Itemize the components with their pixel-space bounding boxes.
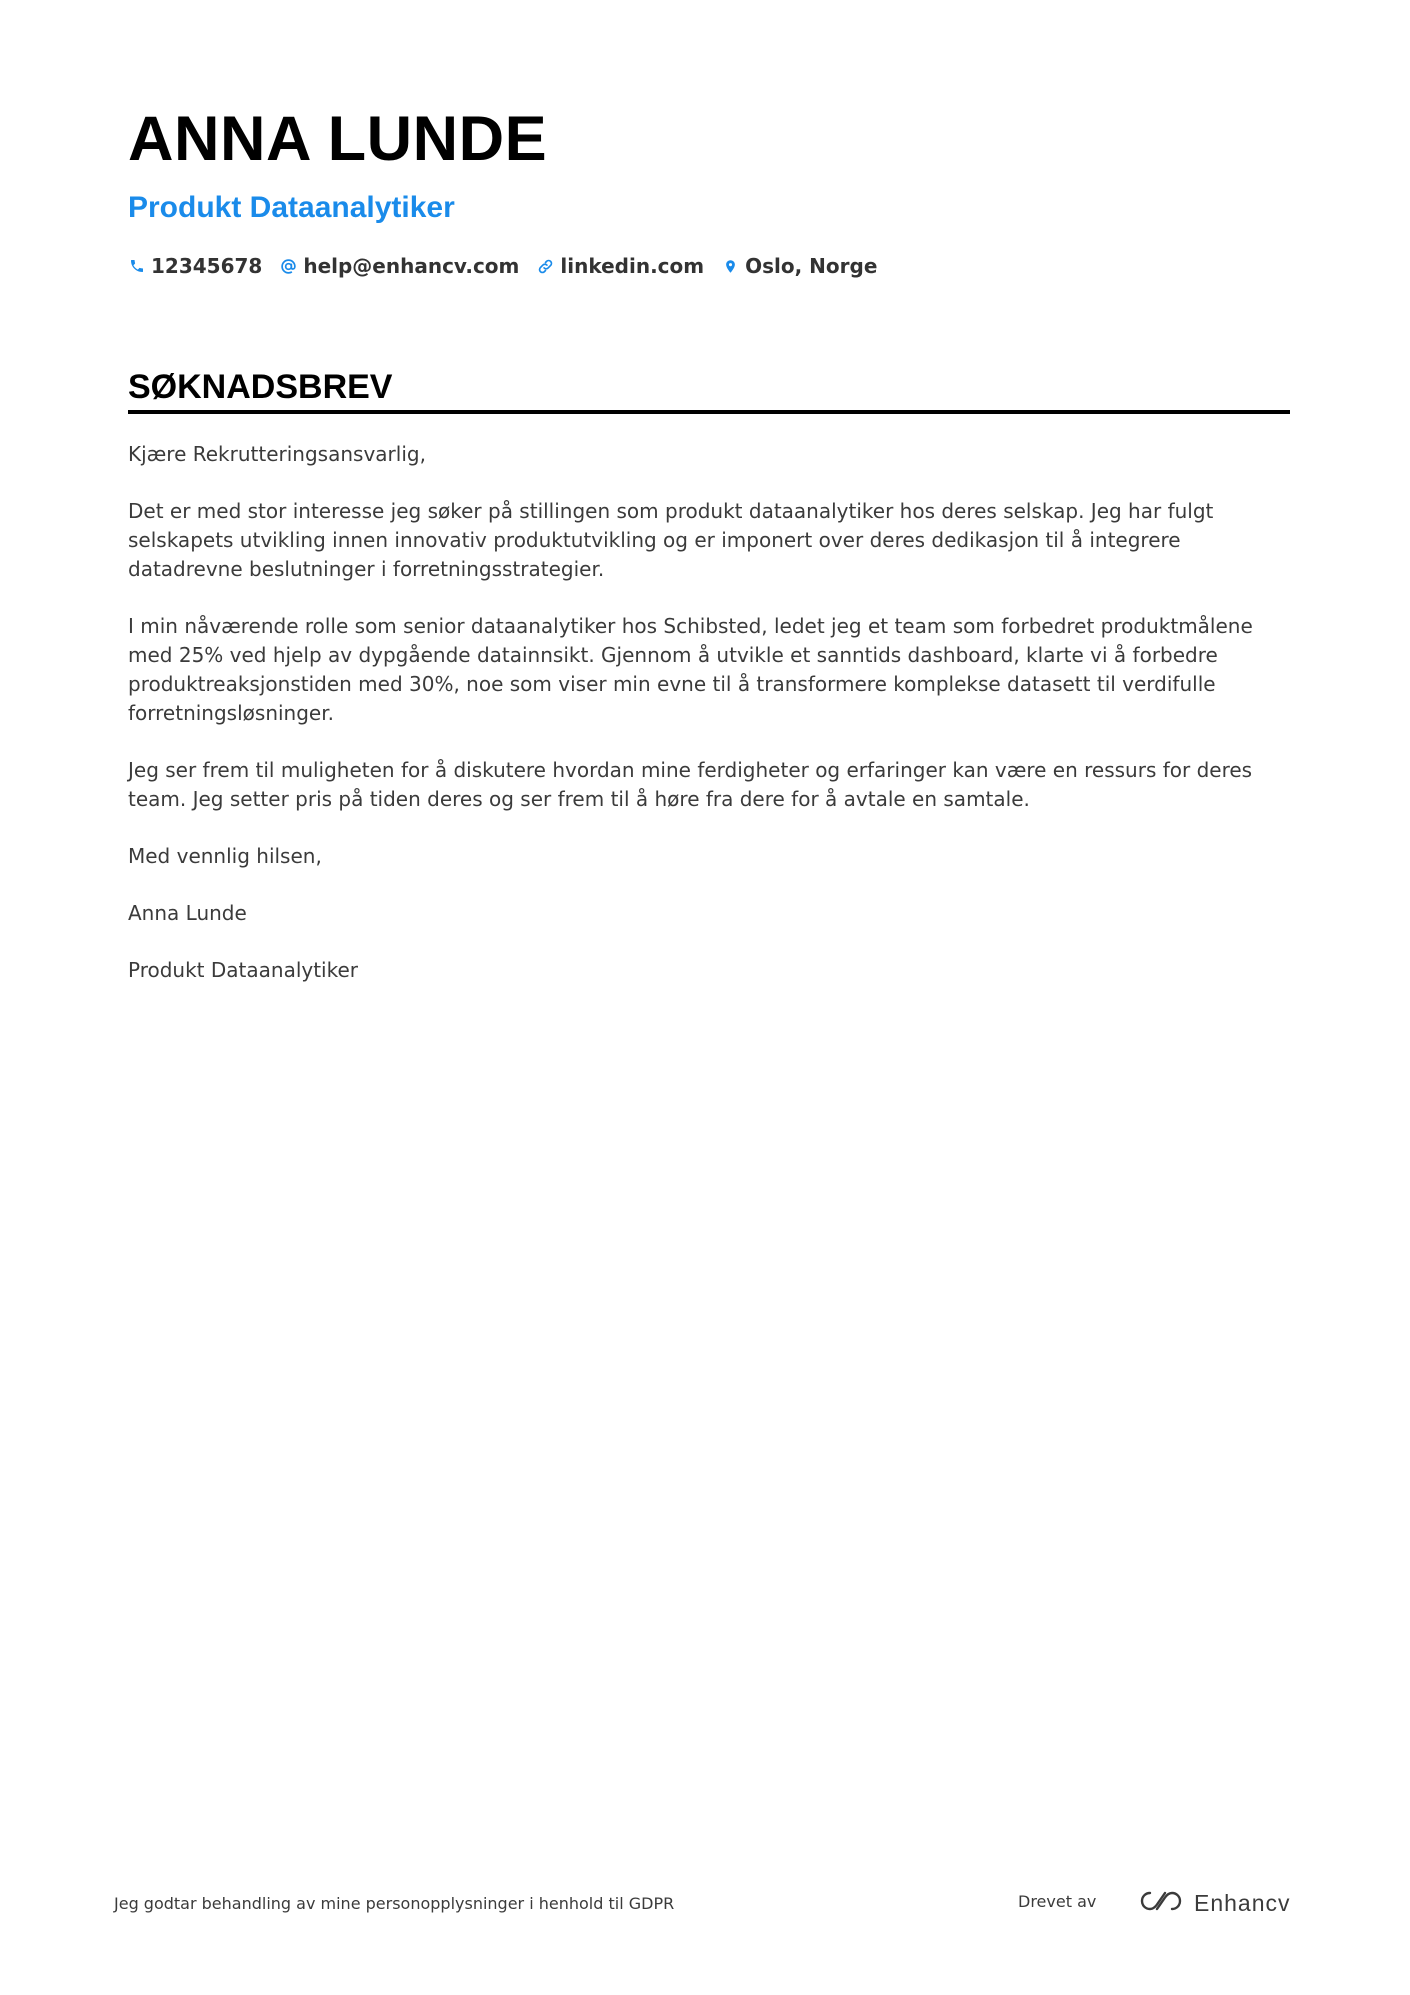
contact-linkedin-text[interactable]: linkedin.com [560,254,705,278]
location-pin-icon [722,258,739,275]
signature-name: Anna Lunde [128,901,247,925]
letter-paragraph-2: I min nåværende rolle som senior dataanalytiker hos Schibsted, ledet jeg et team som forbedret produktmålene med 25% ved hjelp av dypgående datainnsikt. Gjennom å utvikle et sanntids dashboard, klarte vi å forbedre produktreaksjonstiden med 30%, noe som viser min evne til å transformere komplekse datasett til verdifulle forretningsløsninger. [128,614,1253,725]
contact-location-text: Oslo, Norge [745,254,878,278]
link-icon [537,258,554,275]
phone-icon [128,258,145,275]
section-heading: SØKNADSBREV [128,368,393,406]
letter-paragraph-1: Det er med stor interesse jeg søker på stillingen som produkt dataanalytiker hos deres selskap. Jeg har fulgt selskapets utvikling innen innovativ produktutvikling og er imponert over deres dedikasjon til å integrere datadrevne beslutninger i forretningsstrategier. [128,499,1214,581]
letter-greeting: Kjære Rekrutteringsansvarlig, [128,442,426,466]
contact-location [722,254,877,278]
gdpr-consent-text: Jeg godtar behandling av mine personopplysninger i henhold til GDPR [114,1894,675,1913]
signature-title: Produkt Dataanalytiker [128,958,359,982]
contact-linkedin[interactable] [537,254,704,278]
enhancv-brand-text: Enhancv [1194,1889,1291,1916]
letter-body [128,440,1290,1013]
section-divider [128,410,1290,414]
contact-email-text[interactable]: help@enhancv.com [303,254,520,278]
applicant-name: ANNA LUNDE [128,104,548,174]
applicant-title: Produkt Dataanalytiker [128,191,455,224]
contact-phone [128,254,262,278]
contact-email[interactable] [280,254,519,278]
contact-bar [128,254,877,278]
powered-by-label: Drevet av [1018,1892,1097,1911]
letter-paragraph-3: Jeg ser frem til muligheten for å diskutere hvordan mine ferdigheter og erfaringer kan være en ressurs for deres team. Jeg setter pris på tiden deres og ser frem til å høre fra dere for å avtale en samtale. [128,758,1253,811]
at-icon [280,258,297,275]
enhancv-logo[interactable] [1138,1889,1291,1917]
contact-phone-text: 12345678 [151,254,263,278]
letter-closing: Med vennlig hilsen, [128,844,322,868]
enhancv-logo-icon [1138,1889,1184,1917]
